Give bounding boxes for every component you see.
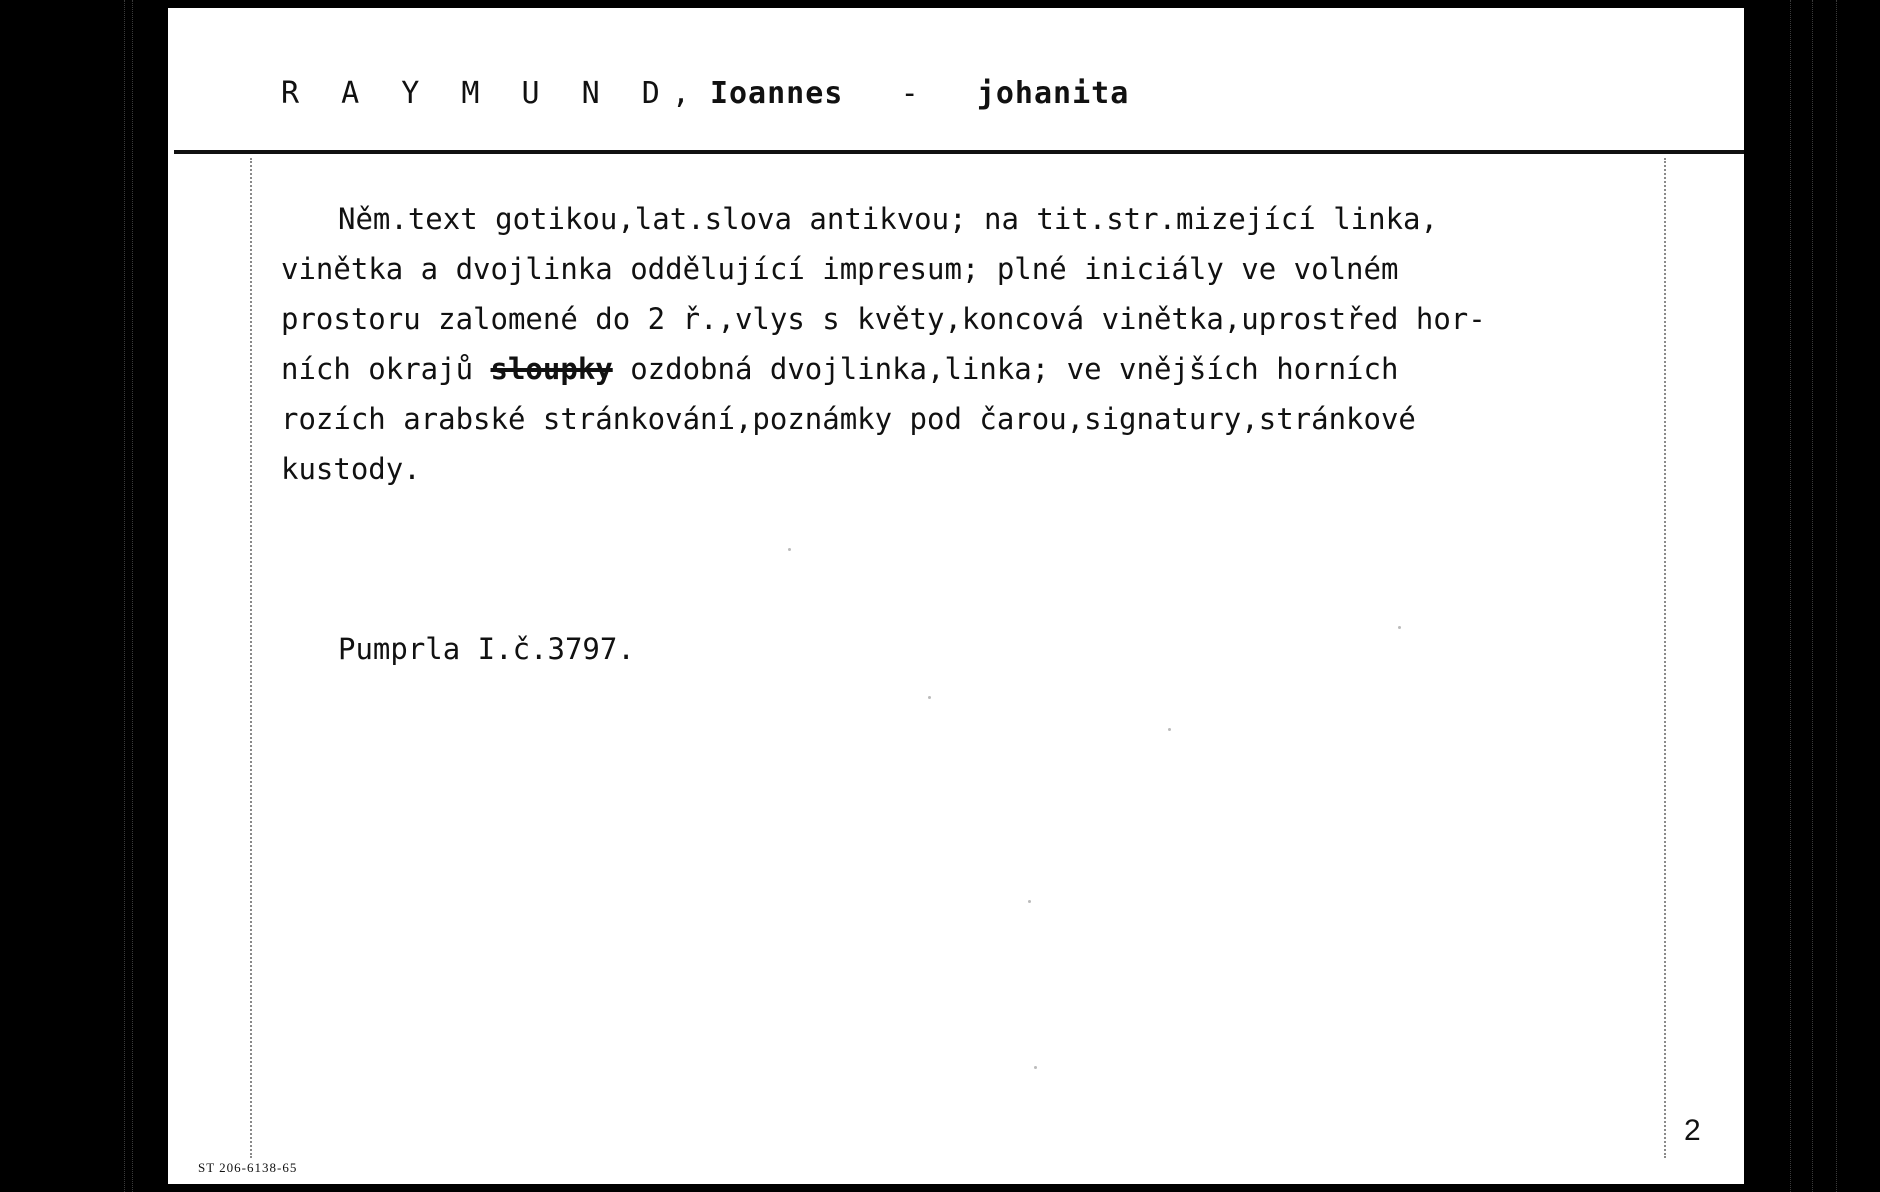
line-segment: ozdobná dvojlinka,linka; ve vnějších horních [612,352,1399,386]
line-segment: ních okrajů [281,352,491,386]
description-text [281,194,1691,494]
bibliographic-reference: Pumprla I.č.3797. [338,632,635,666]
catalog-card [168,8,1744,1184]
margin-noise-line [124,0,125,1192]
margin-noise-line [132,0,133,1192]
description-line: prostoru zalomené do 2 ř.,vlys s květy,koncová vinětka,uprostřed hor- [281,302,1486,336]
paper-speck [1034,1066,1037,1069]
margin-noise-line [1812,0,1813,1192]
margin-noise-line [1790,0,1791,1192]
paper-speck [1028,900,1031,903]
description-line: Něm.text gotikou,lat.slova antikvou; na tit.str.mizející linka, [338,202,1438,236]
margin-noise-line [1836,0,1837,1192]
heading-rule [174,150,1744,154]
author-given-name: Ioannes [709,76,844,111]
left-margin-line [250,158,252,1158]
paper-speck [1398,626,1401,629]
description-line: kustody. [281,452,421,486]
description-line [281,344,1691,394]
heading-comma: , [671,76,691,111]
paper-speck [788,548,791,551]
heading-dash: - [900,76,920,111]
author-surname: R A Y M U N D [281,76,672,111]
description-line: vinětka a dvojlinka oddělující impresum; plné iniciály ve volném [281,252,1399,286]
description-line: rozích arabské stránkování,poznámky pod čarou,signatury,stránkové [281,402,1416,436]
printed-form-code: ST 206-6138-65 [198,1160,298,1175]
author-role: johanita [976,76,1130,111]
paper-speck [928,696,931,699]
paper-speck [1168,728,1171,731]
card-heading [281,76,1129,111]
card-sequence-number: 2 [1684,1114,1701,1147]
struck-out-word: sloupky [490,352,613,386]
